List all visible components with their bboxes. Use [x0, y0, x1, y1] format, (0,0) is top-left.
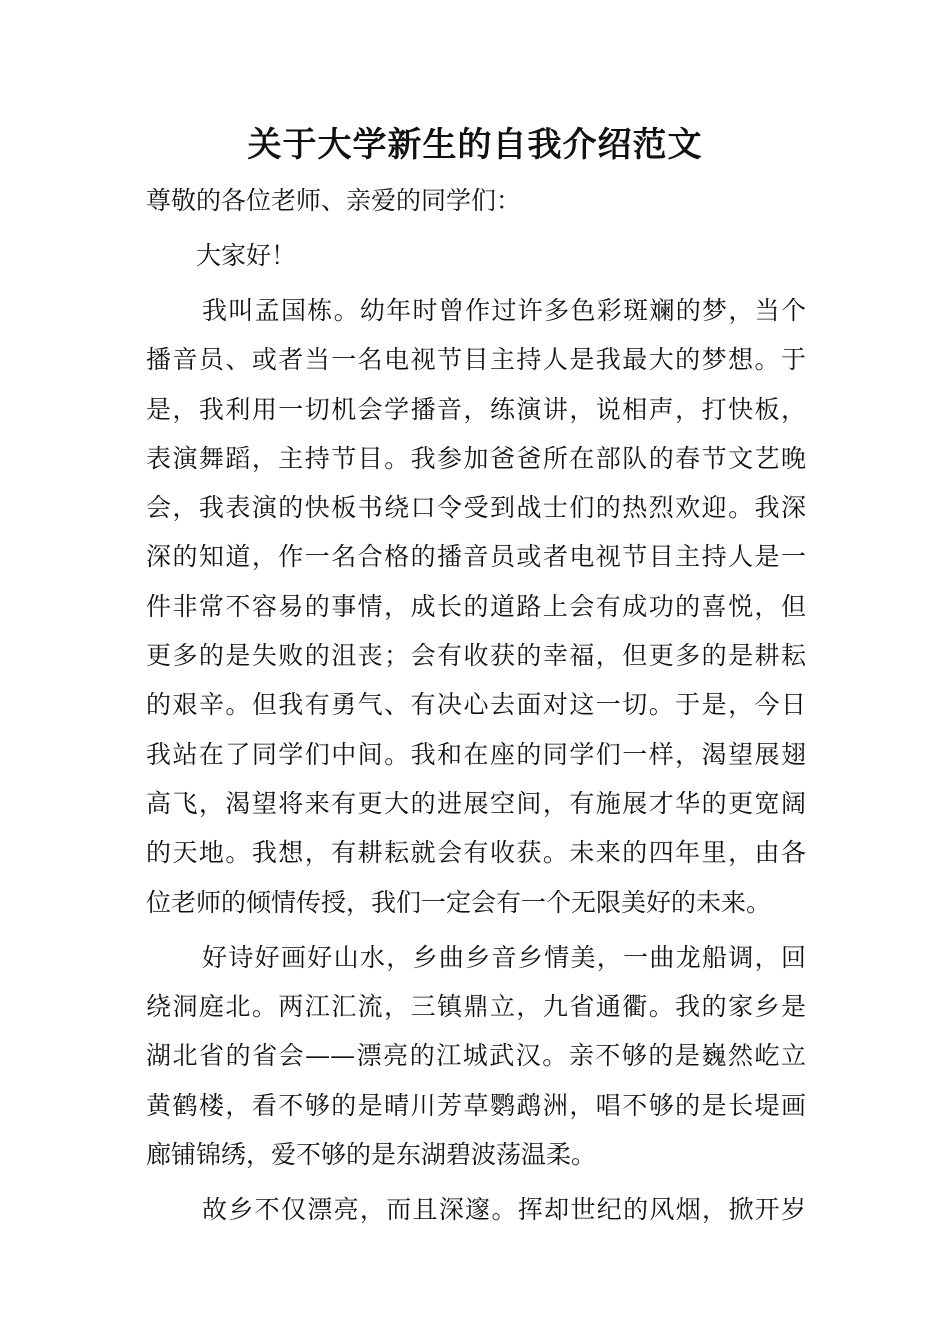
paragraph-line: 是，我利用一切机会学播音，练演讲，说相声，打快板，: [146, 394, 806, 424]
paragraph-line: 更多的是失败的沮丧；会有收获的幸福，但更多的是耕耘: [146, 641, 806, 671]
paragraph-history: [146, 1185, 806, 1234]
paragraph-line: 表演舞蹈，主持节目。我参加爸爸所在部队的春节文艺晚: [146, 443, 806, 473]
paragraph-line: 高飞，渴望将来有更大的进展空间，有施展才华的更宽阔: [146, 788, 806, 818]
paragraph-line: 会，我表演的快板书绕口令受到战士们的热烈欢迎。我深: [146, 493, 806, 523]
paragraph-line: 故乡不仅漂亮，而且深邃。挥却世纪的风烟，掀开岁: [202, 1195, 806, 1225]
paragraph-line: 好诗好画好山水，乡曲乡音乡情美，一曲龙船调，回: [202, 942, 806, 972]
paragraph-line: 播音员、或者当一名电视节目主持人是我最大的梦想。于: [146, 345, 806, 375]
greeting: 大家好！: [196, 241, 297, 270]
document-title: 关于大学新生的自我介绍范文: [247, 125, 703, 165]
paragraph-line: 我站在了同学们中间。我和在座的同学们一样，渴望展翅: [146, 739, 806, 769]
paragraph-line: 廊铺锦绣，爱不够的是东湖碧波荡温柔。: [146, 1140, 597, 1170]
paragraph-line: 湖北省的省会——漂亮的江城武汉。亲不够的是巍然屹立: [146, 1041, 806, 1071]
paragraph-line: 位老师的倾情传授，我们一定会有一个无限美好的未来。: [146, 887, 772, 917]
paragraph-line: 的天地。我想，有耕耘就会有收获。未来的四年里，由各: [146, 838, 806, 868]
document-body: [146, 176, 806, 1241]
salutation: 尊敬的各位老师、亲爱的同学们：: [146, 186, 522, 215]
paragraph-line: 黄鹤楼，看不够的是晴川芳草鹦鹉洲，唱不够的是长堤画: [146, 1090, 806, 1120]
paragraph-line: 绕洞庭北。两江汇流，三镇鼎立，九省通衢。我的家乡是: [146, 992, 806, 1022]
paragraph-intro: [146, 286, 806, 927]
paragraph-line: 的艰辛。但我有勇气、有决心去面对这一切。于是，今日: [146, 690, 806, 720]
paragraph-hometown: [146, 933, 806, 1179]
paragraph-line: 我叫孟国栋。幼年时曾作过许多色彩斑斓的梦，当个: [202, 296, 806, 325]
paragraph-line: 件非常不容易的事情，成长的道路上会有成功的喜悦，但: [146, 591, 806, 621]
paragraph-line: 深的知道，作一名合格的播音员或者电视节目主持人是一: [146, 542, 806, 572]
